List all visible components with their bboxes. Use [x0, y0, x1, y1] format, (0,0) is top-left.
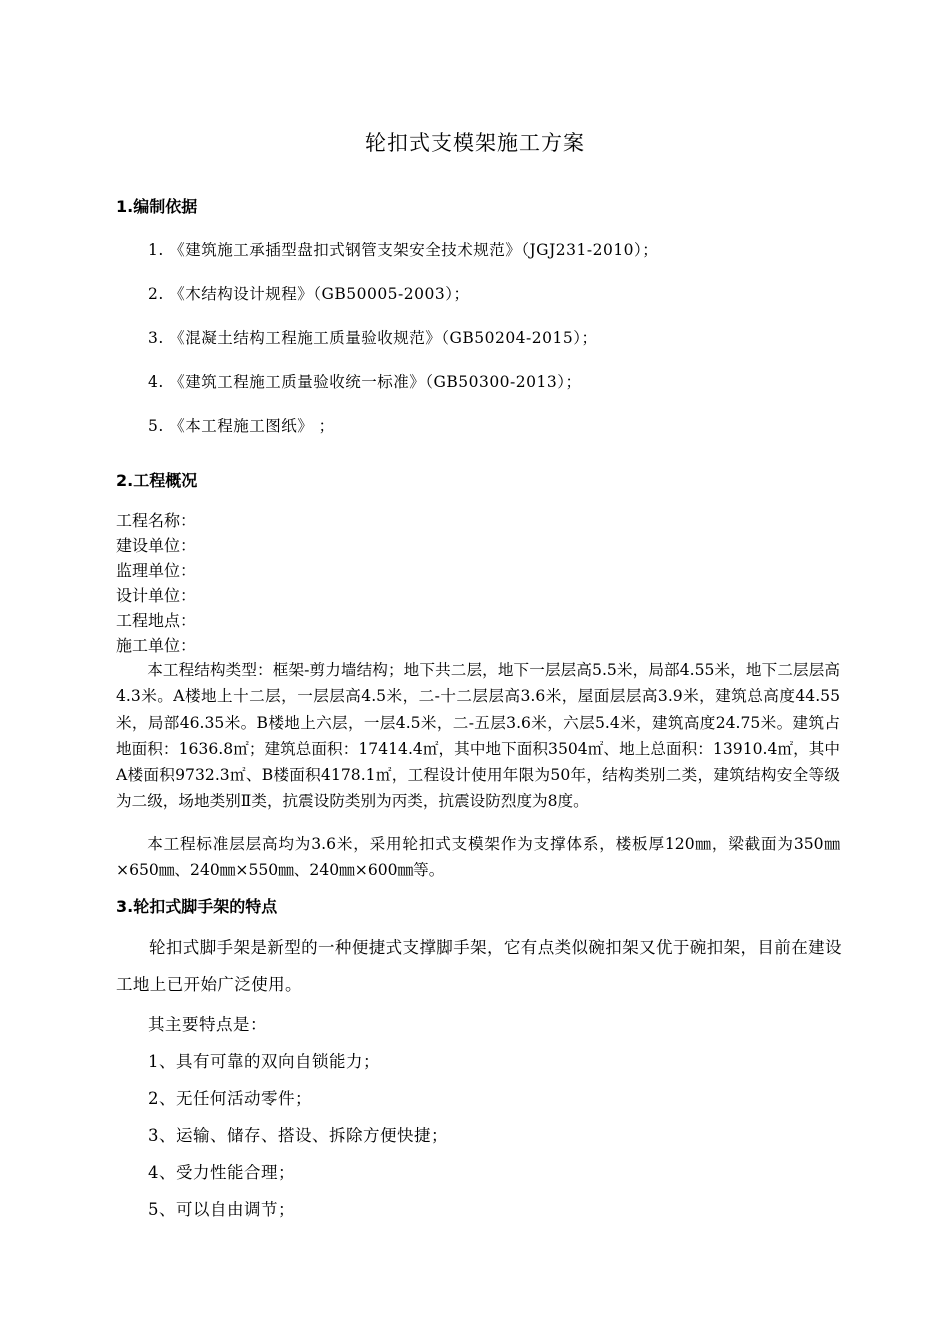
feature-item: 3、运输、储存、搭设、拆除方便快捷； — [148, 1126, 448, 1145]
field-supervisor: 监理单位： — [116, 561, 197, 580]
reference-item: 3. 《混凝土结构工程施工质量验收规范》（GB50204-2015）； — [148, 329, 598, 347]
section-heading-features: 3.轮扣式脚手架的特点 — [116, 897, 278, 916]
field-contractor: 施工单位： — [116, 636, 197, 655]
overview-paragraph: 本工程结构类型：框架-剪力墙结构；地下共二层，地下一层层高5.5米，局部4.55米，地下二层层高4.3米。A楼地上十二层，一层层高4.5米，二-十二层层高3.6米，屋面层层高3.9米，建筑总高度44.55米，局部46.35米。B楼地上六层，一层4.5米，二-五层3.6米，六层5.4米，建筑高度24.75米。建筑占地面积：1636.8㎡；建筑总面积：17414.4㎡，其中地下面积3504㎡、地上总面积：13910.4㎡，其中A楼面积9732.3㎡、B楼面积4178.1㎡，工程设计使用年限为50年，结构类别二类，建筑结构安全等级为二级，场地类别Ⅱ类，抗震设防类别为丙类，抗震设防烈度为8度。 — [116, 661, 840, 811]
feature-item: 5、可以自由调节； — [148, 1200, 295, 1219]
field-project-name: 工程名称： — [116, 511, 197, 530]
reference-item: 1. 《建筑施工承插型盘扣式钢管支架安全技术规范》（JGJ231-2010）； — [148, 241, 659, 259]
features-lead: 其主要特点是： — [148, 1015, 267, 1034]
feature-item: 4、受力性能合理； — [148, 1163, 295, 1182]
feature-item: 1、具有可靠的双向自锁能力； — [148, 1052, 380, 1071]
reference-item: 4. 《建筑工程施工质量验收统一标准》（GB50300-2013）； — [148, 373, 582, 391]
overview-paragraph-2: 本工程标准层层高均为3.6米，采用轮扣式支模架作为支撑体系，楼板厚120㎜，梁截面为350㎜×650㎜、240㎜×550㎜、240㎜×600㎜等。 — [116, 835, 840, 880]
section-heading-overview: 2.工程概况 — [116, 471, 198, 490]
section-heading-basis: 1.编制依据 — [116, 197, 198, 216]
document-title: 轮扣式支模架施工方案 — [365, 131, 585, 155]
features-intro: 轮扣式脚手架是新型的一种便捷式支撑脚手架，它有点类似碗扣架又优于碗扣架，目前在建设工地上已开始广泛使用。 — [116, 938, 842, 994]
field-owner: 建设单位： — [116, 536, 197, 555]
field-designer: 设计单位： — [116, 586, 197, 605]
feature-item: 2、无任何活动零件； — [148, 1089, 312, 1108]
reference-item: 2. 《木结构设计规程》（GB50005-2003）； — [148, 285, 470, 303]
field-location: 工程地点： — [116, 611, 197, 630]
reference-item: 5. 《本工程施工图纸》 ； — [148, 417, 335, 435]
